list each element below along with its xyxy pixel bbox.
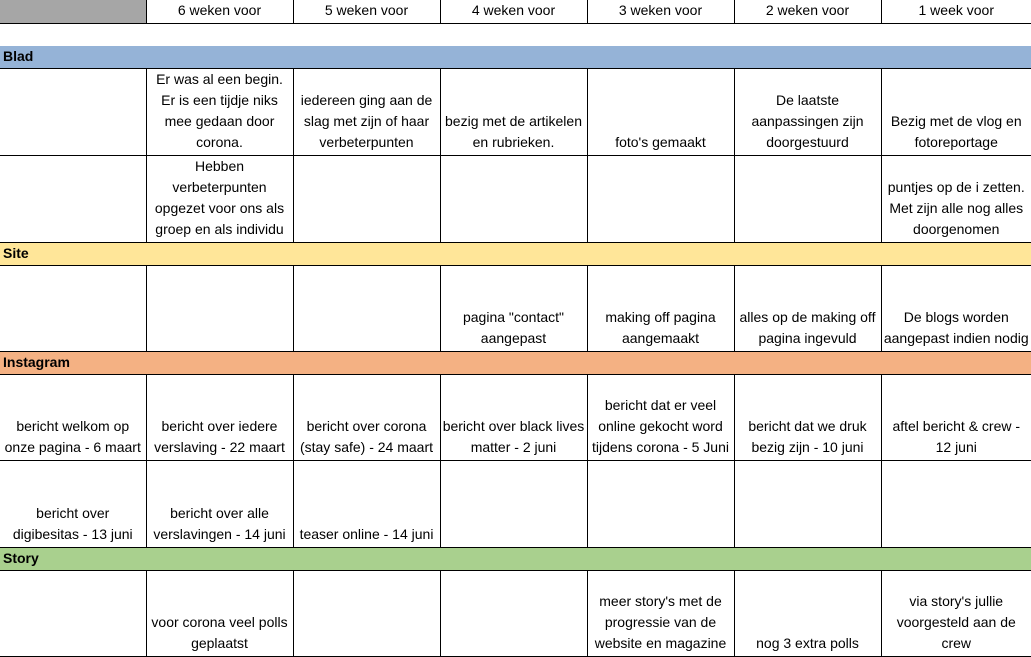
table-cell[interactable] bbox=[881, 461, 1031, 548]
table-cell[interactable] bbox=[440, 571, 587, 657]
section-label-blad[interactable]: Blad bbox=[0, 46, 1031, 69]
section-row-instagram bbox=[0, 352, 1031, 375]
table-cell[interactable]: bericht welkom op onze pagina - 6 maart bbox=[0, 375, 146, 461]
table-cell[interactable]: voor corona veel polls geplaatst bbox=[146, 571, 293, 657]
table-cell[interactable]: pagina "contact" aangepast bbox=[440, 266, 587, 352]
table-cell[interactable]: bericht over black lives matter - 2 juni bbox=[440, 375, 587, 461]
table-cell[interactable] bbox=[0, 571, 146, 657]
table-cell[interactable]: bericht dat er veel online gekocht word tijdens corona - 5 Juni bbox=[587, 375, 734, 461]
table-cell[interactable]: Er was al een begin. Er is een tijdje niks mee gedaan door corona. bbox=[146, 69, 293, 156]
table-cell[interactable] bbox=[587, 156, 734, 243]
header-row bbox=[0, 0, 1031, 24]
table-cell[interactable] bbox=[146, 266, 293, 352]
table-cell[interactable]: iedereen ging aan de slag met zijn of haar verbeterpunten bbox=[293, 69, 440, 156]
week-header[interactable]: 6 weken voor bbox=[146, 0, 293, 24]
table-row bbox=[0, 461, 1031, 548]
table-cell[interactable] bbox=[587, 461, 734, 548]
corner-cell[interactable] bbox=[0, 0, 146, 24]
table-cell[interactable] bbox=[734, 156, 881, 243]
table-cell[interactable]: foto's gemaakt bbox=[587, 69, 734, 156]
table-cell[interactable]: De laatste aanpassingen zijn doorgestuurd bbox=[734, 69, 881, 156]
section-row-blad bbox=[0, 46, 1031, 69]
table-cell[interactable]: bericht dat we druk bezig zijn - 10 juni bbox=[734, 375, 881, 461]
table-row bbox=[0, 571, 1031, 657]
table-cell[interactable]: Hebben verbeterpunten opgezet voor ons als groep en als individu bbox=[146, 156, 293, 243]
table-cell[interactable] bbox=[0, 69, 146, 156]
week-header[interactable]: 2 weken voor bbox=[734, 0, 881, 24]
table-cell[interactable]: De blogs worden aangepast indien nodig bbox=[881, 266, 1031, 352]
table-cell[interactable]: Bezig met de vlog en fotoreportage bbox=[881, 69, 1031, 156]
section-row-story bbox=[0, 548, 1031, 571]
table-cell[interactable]: meer story's met de progressie van de website en magazine bbox=[587, 571, 734, 657]
table-cell[interactable]: bezig met de artikelen en rubrieken. bbox=[440, 69, 587, 156]
table-row bbox=[0, 266, 1031, 352]
table-cell[interactable] bbox=[0, 156, 146, 243]
table-cell[interactable]: alles op de making off pagina ingevuld bbox=[734, 266, 881, 352]
table-cell[interactable]: bericht over digibesitas - 13 juni bbox=[0, 461, 146, 548]
table-cell[interactable] bbox=[293, 156, 440, 243]
spacer-row bbox=[0, 24, 1031, 47]
table-cell[interactable]: bericht over corona (stay safe) - 24 maart bbox=[293, 375, 440, 461]
table-cell[interactable] bbox=[440, 156, 587, 243]
table-cell[interactable]: making off pagina aangemaakt bbox=[587, 266, 734, 352]
week-header[interactable]: 5 weken voor bbox=[293, 0, 440, 24]
section-label-instagram[interactable]: Instagram bbox=[0, 352, 1031, 375]
section-row-site bbox=[0, 243, 1031, 266]
table-cell[interactable] bbox=[734, 461, 881, 548]
table-cell[interactable]: aftel bericht & crew - 12 juni bbox=[881, 375, 1031, 461]
week-header[interactable]: 3 weken voor bbox=[587, 0, 734, 24]
week-header[interactable]: 1 week voor bbox=[881, 0, 1031, 24]
table-cell[interactable]: via story's jullie voorgesteld aan de crew bbox=[881, 571, 1031, 657]
table-cell[interactable]: teaser online - 14 juni bbox=[293, 461, 440, 548]
table-row bbox=[0, 156, 1031, 243]
table-cell[interactable]: bericht over alle verslavingen - 14 juni bbox=[146, 461, 293, 548]
table-cell[interactable]: puntjes op de i zetten. Met zijn alle nog alles doorgenomen bbox=[881, 156, 1031, 243]
table-cell[interactable]: bericht over iedere verslaving - 22 maart bbox=[146, 375, 293, 461]
table-cell[interactable] bbox=[0, 266, 146, 352]
table-cell[interactable] bbox=[293, 571, 440, 657]
week-header[interactable]: 4 weken voor bbox=[440, 0, 587, 24]
table-cell[interactable] bbox=[293, 266, 440, 352]
table-cell[interactable]: nog 3 extra polls bbox=[734, 571, 881, 657]
section-label-site[interactable]: Site bbox=[0, 243, 1031, 266]
section-label-story[interactable]: Story bbox=[0, 548, 1031, 571]
table-row bbox=[0, 375, 1031, 461]
table-row bbox=[0, 69, 1031, 156]
table-cell[interactable] bbox=[440, 461, 587, 548]
